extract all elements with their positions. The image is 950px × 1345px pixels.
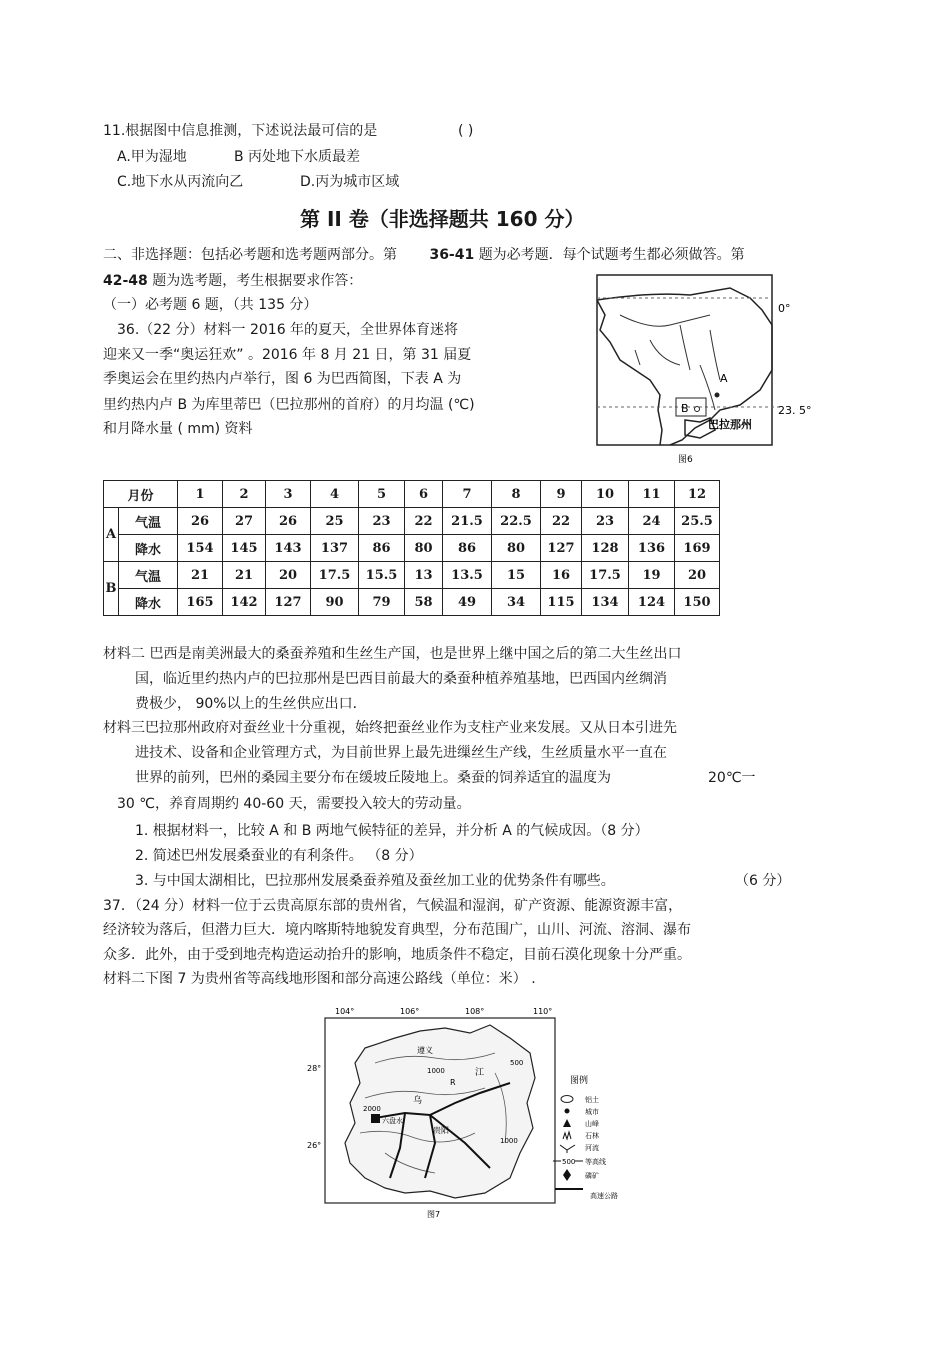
table-item-cell: 降水	[119, 535, 178, 562]
table-cell: 22	[541, 508, 582, 535]
table-row	[104, 508, 720, 535]
table-cell: 23	[582, 508, 629, 535]
intro-line1-a: 二、非选择题：包括必考题和选考题两部分。第	[103, 247, 397, 263]
table-cell: 49	[443, 589, 492, 616]
table-cell: 15.5	[359, 562, 405, 589]
q36-sub2: 2. 简述巴州发展桑蚕业的有利条件。 （8 分）	[135, 848, 423, 864]
bauxite-icon	[561, 1096, 573, 1103]
table-item-cell: 气温	[119, 562, 178, 589]
table-cell: 115	[541, 589, 582, 616]
zunyi-label: 遵义	[417, 1046, 433, 1055]
intro-line2	[103, 272, 362, 290]
table-cell: 22.5	[492, 508, 541, 535]
table-cell: 21	[223, 562, 266, 589]
wu-label: 乌	[413, 1096, 423, 1106]
table-cell: 34	[492, 589, 541, 616]
q37-line1: 37．（24 分）材料一位于云贵高原东部的贵州省，气候温和湿润，矿产资源、能源资源丰富，	[103, 898, 683, 914]
material3-line1: 材料三巴拉那州政府对蚕丝业十分重视，始终把蚕丝业作为支柱产业来发展。又从日本引进先	[103, 720, 677, 736]
section-title: 第 II 卷（非选择题共 160 分）	[300, 207, 585, 231]
q11-answer-paren: ( )	[458, 123, 474, 139]
table-cell: 12	[675, 481, 720, 508]
guizhou-map	[305, 1003, 645, 1225]
table-cell: 7	[443, 481, 492, 508]
parana-label: 巴拉那州	[708, 418, 752, 431]
legend-river: 河流	[585, 1144, 599, 1152]
legend-title: 图例	[570, 1076, 589, 1086]
intro-line2-b: 题为选考题，考生根据要求作答：	[152, 273, 363, 289]
table-cell: 143	[266, 535, 311, 562]
contour-label-1: 1000	[427, 1067, 445, 1075]
q36-sub3: 3. 与中国太湖相比，巴拉那州发展桑蚕养殖及蚕丝加工业的优势条件有哪些。	[135, 873, 615, 889]
material2-line2: 国，临近里约热内卢的巴拉那州是巴西目前最大的桑蚕种植养殖基地，巴西国内丝绸消	[135, 671, 667, 687]
climate-table	[103, 480, 720, 616]
table-item-cell: 降水	[119, 589, 178, 616]
point-b-marker	[695, 407, 700, 412]
table-cell: 154	[178, 535, 223, 562]
table-cell: 10	[582, 481, 629, 508]
table-cell: 17.5	[582, 562, 629, 589]
table-cell: 26	[266, 508, 311, 535]
fig6-caption: 图6	[678, 455, 693, 465]
q11-stem: 11.根据图中信息推测，下述说法最可信的是	[103, 123, 378, 139]
lon-104-label: 104°	[335, 1007, 355, 1016]
table-cell: 23	[359, 508, 405, 535]
point-a-marker	[715, 393, 720, 398]
table-cell: 21.5	[443, 508, 492, 535]
lat-26-label: 26°	[307, 1141, 322, 1150]
stone-forest-icon	[563, 1132, 571, 1139]
table-cell: 165	[178, 589, 223, 616]
liupanshui-label: 六盘水	[382, 1117, 403, 1125]
intro-line1-b: 36-41	[429, 247, 475, 263]
lon-106-label: 106°	[400, 1007, 420, 1016]
legend-phosphate: 磷矿	[585, 1172, 599, 1180]
table-header-month: 月份	[104, 481, 178, 508]
table-item-cell: 气温	[119, 508, 178, 535]
lon-110-label: 110°	[533, 1007, 553, 1016]
q36-line4: 里约热内卢 B 为库里蒂巴（巴拉那州的首府）的月均温 (℃)	[103, 397, 475, 413]
table-cell: 124	[629, 589, 675, 616]
table-row	[104, 535, 720, 562]
city-icon	[565, 1109, 570, 1114]
q11-option-c: C.地下水从丙流向乙	[117, 174, 244, 190]
table-site-cell: B	[104, 562, 119, 616]
table-cell: 169	[675, 535, 720, 562]
table-cell: 90	[311, 589, 359, 616]
q36-line1: 36.（22 分）材料一 2016 年的夏天，全世界体育迷将	[117, 322, 459, 338]
q36-line2: 迎来又一季“奥运狂欢” 。2016 年 8 月 21 日，第 31 届夏	[103, 347, 472, 363]
table-cell: 3	[266, 481, 311, 508]
legend-stone-forest: 石林	[585, 1132, 599, 1140]
phosphate-icon	[563, 1169, 571, 1181]
table-row	[104, 562, 720, 589]
table-cell: 145	[223, 535, 266, 562]
q11-option-a: A.甲为湿地	[117, 149, 187, 165]
jiang-label: 江	[475, 1068, 485, 1078]
table-cell: 142	[223, 589, 266, 616]
table-cell: 17.5	[311, 562, 359, 589]
lon-108-label: 108°	[465, 1007, 485, 1016]
table-cell: 20	[266, 562, 311, 589]
table-row	[104, 589, 720, 616]
legend-contour: 等高线	[585, 1158, 606, 1166]
q36-line5: 和月降水量 ( mm) 资料	[103, 421, 253, 437]
guiyang-label: 贵阳	[433, 1126, 449, 1135]
q37-line4: 材料二下图 7 为贵州省等高线地形图和部分高速公路线（单位：米） .	[103, 971, 536, 987]
liupanshui-marker	[371, 1114, 380, 1123]
river-icon	[560, 1145, 575, 1153]
peak-icon	[563, 1119, 571, 1127]
material3-line3-temp: 20℃一	[708, 770, 756, 786]
table-cell: 19	[629, 562, 675, 589]
table-cell: 13	[405, 562, 443, 589]
q36-sub1: 1. 根据材料一，比较 A 和 B 两地气候特征的差异，并分析 A 的气候成因。（8 分）	[135, 823, 649, 839]
table-cell: 80	[492, 535, 541, 562]
intro-line1-c: 题为必考题．每个试题考生都必须做答。第	[478, 247, 745, 263]
table-cell: 79	[359, 589, 405, 616]
table-cell: 15	[492, 562, 541, 589]
intro-line1	[103, 246, 745, 264]
table-site-cell: A	[104, 508, 119, 562]
table-cell: 16	[541, 562, 582, 589]
label-b: B	[681, 402, 689, 415]
contour-label-2: 2000	[363, 1105, 381, 1113]
table-cell: 22	[405, 508, 443, 535]
table-cell: 21	[178, 562, 223, 589]
material2-line1: 材料二 巴西是南美洲最大的桑蚕养殖和生丝生产国，也是世界上继中国之后的第二大生丝出口	[103, 646, 682, 662]
table-cell: 86	[359, 535, 405, 562]
intro-line3: （一）必考题 6 题，（共 135 分）	[103, 297, 318, 313]
table-cell: 20	[675, 562, 720, 589]
table-cell: 26	[178, 508, 223, 535]
label-a: A	[720, 372, 728, 385]
table-cell: 2	[223, 481, 266, 508]
table-cell: 25	[311, 508, 359, 535]
table-cell: 5	[359, 481, 405, 508]
fig7-caption: 图7	[427, 1210, 441, 1219]
legend-contour-value: 500	[562, 1158, 576, 1166]
tropic-label: 23. 5°	[778, 404, 812, 417]
table-cell: 127	[541, 535, 582, 562]
table-cell: 80	[405, 535, 443, 562]
contour-label-4: 1000	[500, 1137, 518, 1145]
q11-option-b: B 丙处地下水质最差	[234, 149, 361, 165]
material3-line2: 进技术、设备和企业管理方式，为目前世界上最先进缫丝生产线，生丝质量水平一直在	[135, 745, 667, 761]
q37-line2: 经济较为落后，但潜力巨大．境内喀斯特地貌发育典型，分布范围广，山川、河流、溶洞、瀑布	[103, 922, 691, 938]
table-cell: 134	[582, 589, 629, 616]
table-cell: 128	[582, 535, 629, 562]
table-cell: 58	[405, 589, 443, 616]
contour-label-3: 500	[510, 1059, 524, 1067]
lat-28-label: 28°	[307, 1064, 322, 1073]
brazil-map	[590, 270, 830, 470]
table-cell: 6	[405, 481, 443, 508]
q36-sub3-score: （6 分）	[735, 873, 791, 889]
legend-bauxite: 铝土	[585, 1096, 599, 1104]
table-cell: 27	[223, 508, 266, 535]
table-cell: 137	[311, 535, 359, 562]
table-cell: 8	[492, 481, 541, 508]
intro-line2-a: 42-48	[103, 273, 148, 289]
table-cell: 25.5	[675, 508, 720, 535]
table-cell: 1	[178, 481, 223, 508]
q11-option-d: D.丙为城市区域	[300, 174, 400, 190]
table-header-row	[104, 481, 720, 508]
table-cell: 150	[675, 589, 720, 616]
q36-line3: 季奥运会在里约热内卢举行，图 6 为巴西简图，下表 A 为	[103, 371, 462, 387]
r-label: R	[450, 1078, 456, 1087]
legend-city: 城市	[585, 1108, 599, 1116]
table-cell: 9	[541, 481, 582, 508]
table-cell: 136	[629, 535, 675, 562]
table-cell: 24	[629, 508, 675, 535]
table-cell: 127	[266, 589, 311, 616]
river-lines	[620, 315, 720, 410]
equator-label: 0°	[778, 302, 791, 315]
table-cell: 86	[443, 535, 492, 562]
material3-line3: 世界的前列，巴州的桑园主要分布在缓坡丘陵地上。桑蚕的饲养适宜的温度为	[135, 770, 611, 786]
q37-line3: 众多．此外，由于受到地壳构造运动抬升的影响，地质条件不稳定，目前石漠化现象十分严重。	[103, 947, 691, 963]
table-cell: 11	[629, 481, 675, 508]
table-cell: 4	[311, 481, 359, 508]
material2-line3: 费极少， 90%以上的生丝供应出口．	[135, 696, 367, 712]
legend-peak: 山峰	[585, 1120, 599, 1128]
material3-line4: 30 ℃，养育周期约 40-60 天，需要投入较大的劳动量。	[117, 796, 471, 812]
legend-expressway: 高速公路	[590, 1192, 618, 1200]
table-cell: 13.5	[443, 562, 492, 589]
